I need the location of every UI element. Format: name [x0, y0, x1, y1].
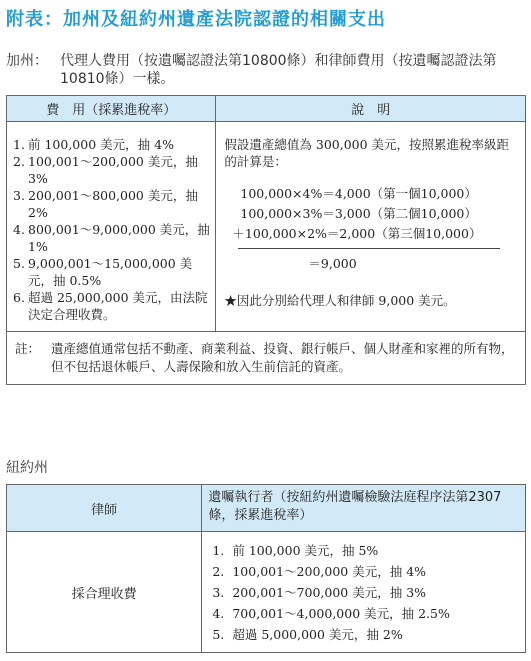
new-york-fee-table: [6, 484, 526, 653]
list-item: [13, 289, 215, 323]
list-item: [212, 582, 525, 603]
item-number: 5.: [212, 627, 225, 642]
item-number: 3.: [212, 585, 225, 600]
executor-column-header: 遺囑執行者（按紐約州遺囑檢驗法庭程序法第2307條，採累進稅率）: [202, 485, 526, 532]
list-item: [13, 187, 215, 221]
item-number: 4.: [212, 606, 225, 621]
item-number: 5.: [13, 256, 25, 271]
executor-fee-cell: [202, 532, 526, 653]
intro-text: 代理人費用（按遺囑認證法第10800條）和律師費用（按遺囑認證法第10810條）一樣。: [60, 53, 497, 87]
note-label: 註：: [15, 341, 41, 356]
item-text: 700,001～4,000,000 美元，抽 2.5%: [232, 606, 450, 621]
fee-column-header: 費 用（採累進稅率）: [7, 96, 216, 122]
item-text: 超過 25,000,000 美元，由法院決定合理收費。: [28, 290, 208, 322]
calc-total: ＝9,000: [308, 256, 357, 271]
page-title: 附表：加州及紐約州遺產法院認證的相關支出: [6, 9, 386, 30]
list-item: [212, 561, 525, 582]
california-fee-table: [6, 95, 526, 385]
item-number: 3.: [13, 188, 25, 203]
item-text: 9,000,001～15,000,000 美元，抽 0.5%: [28, 256, 193, 288]
item-text: 100,001～200,000 美元，抽 4%: [232, 564, 427, 579]
item-text: 200,001～800,000 美元，抽 2%: [28, 188, 198, 220]
item-number: 1.: [13, 137, 25, 152]
list-item: [13, 136, 215, 153]
item-number: 2.: [212, 564, 225, 579]
list-item: [212, 603, 525, 624]
conclusion: ★因此分別給代理人和律師 9,000 美元。: [224, 293, 456, 308]
note-text: 遺產總值通常包括不動產、商業利益、投資、銀行帳戶、個人財產和家裡的所有物，但不包括退休帳戶、人壽保險和放入生前信託的資產。: [51, 341, 514, 374]
executor-fee-list: [202, 532, 525, 651]
calc-line: 100,000×3%＝3,000（第二個10,000）: [232, 206, 477, 221]
lawyer-fee-cell: 採合理收費: [7, 532, 202, 653]
list-item: [13, 255, 215, 289]
calculation-lines: [224, 184, 519, 244]
fee-list: [7, 122, 215, 331]
item-number: 1.: [212, 543, 225, 558]
list-item: [212, 540, 525, 561]
calc-line: 100,000×4%＝4,000（第一個10,000）: [232, 186, 477, 201]
item-number: 2.: [13, 154, 25, 169]
calc-line: ＋100,000×2%＝2,000（第三個10,000）: [232, 226, 482, 241]
fee-cell: [7, 122, 216, 332]
item-text: 800,001～9,000,000 美元，抽 1%: [28, 222, 210, 254]
item-text: 前 100,000 美元，抽 4%: [28, 137, 174, 152]
explanation-cell: [216, 122, 526, 332]
new-york-label: 紐約州: [6, 460, 48, 476]
lawyer-column-header: 律師: [7, 485, 202, 532]
intro-label: 加州：: [6, 53, 48, 69]
note-row: [7, 332, 526, 385]
item-text: 前 100,000 美元，抽 5%: [232, 543, 379, 558]
list-item: [13, 153, 215, 187]
explanation-intro: 假設遺產總值為 300,000 美元，按照累進稅率級距的計算是：: [224, 137, 510, 169]
list-item: [13, 221, 215, 255]
item-number: 6.: [13, 290, 25, 305]
item-text: 100,001～200,000 美元，抽 3%: [28, 154, 198, 186]
list-item: [212, 624, 525, 645]
item-text: 超過 5,000,000 美元，抽 2%: [232, 627, 403, 642]
explanation-column-header: 說 明: [216, 96, 526, 122]
item-number: 4.: [13, 222, 25, 237]
item-text: 200,001～700,000 美元，抽 3%: [232, 585, 427, 600]
sum-divider: [238, 248, 500, 249]
